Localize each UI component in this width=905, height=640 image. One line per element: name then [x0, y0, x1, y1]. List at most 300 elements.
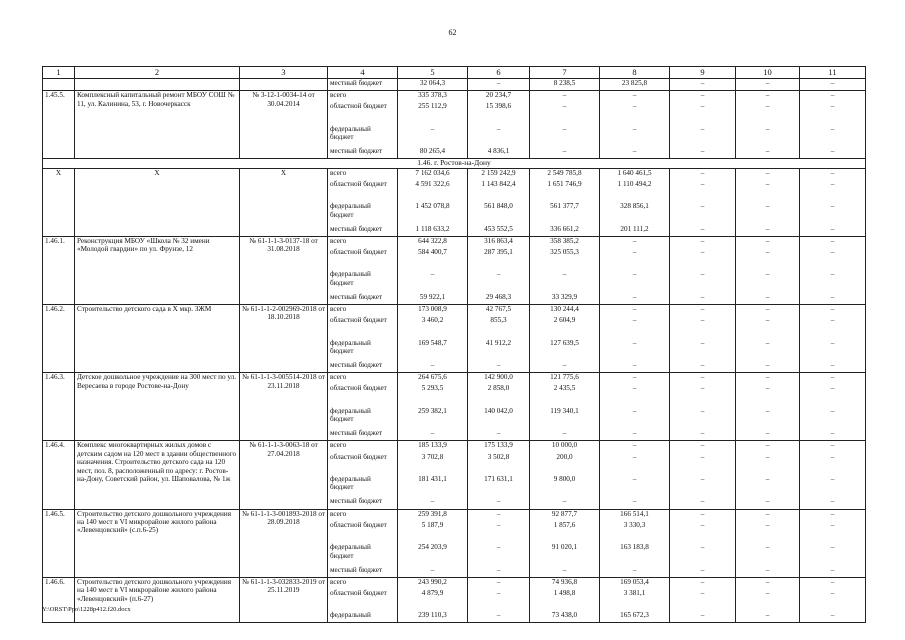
amount-value: 121 775,6 — [550, 373, 579, 382]
amount-value: 181 431,1 — [418, 474, 447, 483]
amount-value: 92 877,7 — [551, 509, 578, 518]
amount-value: – — [632, 270, 637, 279]
amount-value: 23 825,8 — [621, 79, 648, 87]
amount-cell — [530, 168, 600, 236]
amount-value: 358 385,2 — [550, 236, 579, 245]
funding-source: местный бюджет — [330, 429, 383, 438]
funding-source: федеральный бюджет — [330, 270, 371, 287]
amount-cell — [530, 305, 600, 373]
amount-value: – — [765, 588, 770, 597]
amount-cell — [468, 509, 530, 577]
amount-value: 1 857,6 — [553, 520, 576, 529]
document-number — [240, 79, 328, 91]
column-number: 7 — [530, 67, 600, 79]
amount-value: 142 900,0 — [484, 373, 513, 382]
amount-cell — [600, 236, 670, 304]
item-number: Х — [43, 168, 75, 236]
item-number: 1.46.6. — [43, 577, 75, 623]
amount-cell — [468, 373, 530, 441]
amount-value: – — [562, 91, 567, 100]
amount-value: 2 604,9 — [553, 316, 576, 325]
amount-value: – — [430, 361, 435, 370]
funding-source: всего — [330, 91, 347, 100]
object-name: Комплекс многоквартирных жилых домов с детским садом на 120 мест в здании общественного назначения. Строительство детского сада на 120 мест, поз. 8, расположенный по адресу: г. Ростов-на-Дону, Советский район, ул. Шаповалова, № 1ж — [75, 441, 240, 509]
amount-value: 20 234,7 — [485, 91, 512, 100]
amount-value: 453 552,5 — [484, 224, 513, 233]
funding-source: местный бюджет — [330, 565, 383, 574]
amount-value: 2 549 785,8 — [547, 168, 582, 177]
funding-source-cell — [328, 79, 398, 91]
amount-value: 1 118 633,2 — [415, 224, 450, 233]
document-number: № 61-1-1-2-002969-2018 от 18.10.2018 — [240, 305, 328, 373]
document-number: № 61-1-1-3-032833-2019 от 25.11.2019 — [240, 577, 328, 623]
amount-value: – — [700, 147, 705, 156]
amount-value: – — [632, 124, 637, 133]
amount-value: – — [632, 429, 637, 438]
amount-value: – — [496, 577, 501, 586]
amount-value: – — [430, 429, 435, 438]
amount-value: 287 395,1 — [484, 248, 513, 257]
amount-value: 316 863,4 — [484, 236, 513, 245]
funding-source-cell — [328, 168, 398, 236]
funding-source: федеральный бюджет — [330, 338, 371, 356]
amount-value: – — [700, 316, 705, 325]
amount-value: – — [700, 429, 705, 438]
amount-value: – — [496, 361, 501, 370]
amount-value: – — [765, 497, 770, 506]
object-name: Строительство детского сада в Х мкр. ЗЖМ — [75, 305, 240, 373]
item-number — [43, 79, 75, 91]
amount-value: – — [496, 611, 501, 620]
table-row — [43, 91, 866, 159]
amount-cell — [800, 79, 866, 91]
funding-source: всего — [330, 509, 347, 518]
amount-cell — [468, 168, 530, 236]
funding-source: местный бюджет — [330, 147, 383, 156]
amount-cell — [398, 373, 468, 441]
amount-value: – — [496, 497, 501, 506]
amount-value: – — [632, 565, 637, 574]
amount-value: 59 922,1 — [419, 292, 446, 301]
funding-source: местный бюджет — [330, 497, 383, 506]
amount-value: – — [830, 577, 835, 586]
amount-value: – — [700, 611, 705, 620]
amount-value: – — [830, 474, 835, 483]
amount-value: – — [765, 305, 770, 314]
funding-source: федеральный бюджет — [330, 202, 371, 219]
amount-value: – — [765, 543, 770, 552]
amount-value: – — [496, 79, 501, 87]
amount-value: 4 836,1 — [487, 147, 510, 156]
amount-cell — [398, 91, 468, 159]
amount-value: – — [430, 270, 435, 279]
amount-value: – — [830, 452, 835, 461]
amount-cell — [600, 91, 670, 159]
amount-value: – — [430, 497, 435, 506]
amount-value: 243 990,2 — [418, 577, 447, 586]
amount-value: 325 055,3 — [550, 248, 579, 257]
amount-value: – — [765, 520, 770, 529]
amount-value: – — [700, 102, 705, 111]
funding-source-cell — [328, 441, 398, 509]
amount-value: – — [765, 248, 770, 257]
amount-value: 185 133,9 — [418, 441, 447, 450]
amount-value: – — [765, 202, 770, 211]
amount-cell — [736, 509, 800, 577]
funding-source: местный бюджет — [330, 292, 383, 301]
amount-value: 855,3 — [490, 316, 507, 325]
funding-source-cell — [328, 509, 398, 577]
amount-value: – — [830, 565, 835, 574]
amount-value: 175 133,9 — [484, 441, 513, 450]
amount-cell — [800, 373, 866, 441]
amount-value: – — [632, 406, 637, 415]
amount-value: – — [830, 179, 835, 188]
amount-value: – — [765, 179, 770, 188]
amount-cell — [736, 79, 800, 91]
amount-value: 165 672,3 — [620, 611, 649, 620]
amount-value: – — [765, 316, 770, 325]
amount-cell — [600, 577, 670, 623]
amount-value: – — [496, 520, 501, 529]
amount-cell — [670, 79, 736, 91]
amount-value: – — [562, 429, 567, 438]
amount-value: – — [830, 168, 835, 177]
amount-value: 9 800,0 — [553, 474, 576, 483]
amount-cell — [670, 577, 736, 623]
amount-value: – — [830, 509, 835, 518]
amount-value: – — [765, 441, 770, 450]
amount-value: – — [830, 373, 835, 382]
table-row — [43, 441, 866, 509]
amount-value: 3 460,2 — [421, 316, 444, 325]
amount-cell — [530, 79, 600, 91]
column-number: 10 — [736, 67, 800, 79]
amount-value: – — [700, 577, 705, 586]
amount-value: – — [765, 91, 770, 100]
object-name: Строительство детского дошкольного учреждения на 140 мест в VI микрорайоне жилого района «Левенцовский» (п.6-27) — [75, 577, 240, 623]
amount-value: 5 187,9 — [421, 520, 444, 529]
amount-value: – — [830, 248, 835, 257]
amount-cell — [530, 441, 600, 509]
amount-value: 29 468,3 — [485, 292, 512, 301]
funding-source: местный бюджет — [330, 361, 383, 370]
section-title: 1.46. г. Ростов-на-Дону — [43, 159, 866, 168]
amount-value: – — [700, 305, 705, 314]
amount-value: – — [700, 361, 705, 370]
amount-value: – — [830, 270, 835, 279]
amount-cell — [800, 305, 866, 373]
amount-value: 10 000,0 — [551, 441, 578, 450]
amount-value: – — [700, 373, 705, 382]
table-row — [43, 305, 866, 373]
funding-source: областной бюджет — [330, 588, 387, 597]
amount-value: 255 112,9 — [418, 102, 447, 111]
amount-value: – — [765, 373, 770, 382]
amount-value: 119 340,1 — [550, 406, 579, 415]
amount-cell — [736, 577, 800, 623]
object-name: Детское дошкольное учреждение на 300 мест по ул. Вересаева в городе Ростове-на-Дону — [75, 373, 240, 441]
amount-value: 166 514,1 — [620, 509, 649, 518]
amount-value: – — [496, 429, 501, 438]
amount-value: 1 452 078,8 — [415, 202, 450, 211]
funding-source: местный бюджет — [330, 79, 383, 87]
amount-value: – — [830, 497, 835, 506]
amount-value: 644 322,8 — [418, 236, 447, 245]
amount-value: – — [830, 543, 835, 552]
amount-value: 2 858,0 — [487, 384, 510, 393]
amount-value: 130 244,4 — [550, 305, 579, 314]
amount-value: – — [765, 429, 770, 438]
amount-value: – — [632, 361, 637, 370]
amount-value: – — [830, 429, 835, 438]
amount-cell — [736, 373, 800, 441]
amount-value: – — [632, 497, 637, 506]
amount-value: 1 640 461,5 — [617, 168, 652, 177]
funding-source: всего — [330, 373, 347, 382]
funding-source: местный бюджет — [330, 224, 383, 233]
amount-value: 200,0 — [556, 452, 573, 461]
funding-source: федеральный бюджет — [330, 474, 371, 492]
amount-cell — [736, 236, 800, 304]
table-row — [43, 509, 866, 577]
funding-source: областной бюджет — [330, 248, 387, 257]
amount-value: 561 848,0 — [484, 202, 513, 211]
amount-value: – — [496, 565, 501, 574]
amount-cell — [398, 168, 468, 236]
file-path: Y:\ORST\Ppo\1228p412.f20.docx — [42, 606, 131, 613]
column-number: 4 — [328, 67, 398, 79]
amount-value: – — [765, 474, 770, 483]
amount-value: – — [830, 316, 835, 325]
table-row — [43, 373, 866, 441]
amount-value: – — [830, 338, 835, 347]
amount-value: – — [632, 452, 637, 461]
amount-value: 73 438,0 — [551, 611, 578, 620]
amount-value: – — [496, 509, 501, 518]
funding-source: всего — [330, 441, 347, 450]
funding-source-cell — [328, 373, 398, 441]
amount-cell — [670, 509, 736, 577]
amount-value: – — [700, 441, 705, 450]
amount-value: 3 502,8 — [487, 452, 510, 461]
amount-value: – — [632, 338, 637, 347]
amount-value: 41 912,2 — [485, 338, 512, 347]
amount-value: – — [765, 147, 770, 156]
document-number: № 61-1-1-3-005514-2018 от 23.11.2018 — [240, 373, 328, 441]
amount-value: – — [700, 179, 705, 188]
amount-value: – — [765, 361, 770, 370]
funding-source: всего — [330, 577, 347, 586]
item-number: 1.46.2. — [43, 305, 75, 373]
amount-value: 2 159 242,9 — [481, 168, 516, 177]
amount-value: – — [700, 509, 705, 518]
amount-value: 5 293,5 — [421, 384, 444, 393]
amount-value: – — [562, 565, 567, 574]
amount-value: – — [765, 509, 770, 518]
funding-source: всего — [330, 305, 347, 314]
amount-value: – — [700, 497, 705, 506]
amount-value: – — [765, 79, 770, 87]
column-number: 6 — [468, 67, 530, 79]
amount-cell — [670, 236, 736, 304]
amount-value: – — [430, 565, 435, 574]
funding-source: федеральный бюджет — [330, 124, 371, 142]
amount-value: – — [765, 406, 770, 415]
amount-value: 15 398,6 — [485, 102, 512, 111]
amount-value: 74 936,8 — [551, 577, 578, 586]
amount-value: – — [830, 202, 835, 211]
amount-value: – — [632, 147, 637, 156]
amount-value: – — [830, 91, 835, 100]
amount-value: – — [830, 79, 835, 87]
amount-value: – — [830, 441, 835, 450]
funding-source: всего — [330, 236, 347, 245]
amount-value: – — [765, 292, 770, 301]
amount-value: 561 377,7 — [550, 202, 579, 211]
item-number: 1.46.5. — [43, 509, 75, 577]
amount-value: – — [700, 202, 705, 211]
amount-value: – — [830, 384, 835, 393]
amount-cell — [800, 441, 866, 509]
amount-value: – — [700, 292, 705, 301]
funding-source: областной бюджет — [330, 102, 387, 111]
item-number: 1.46.3. — [43, 373, 75, 441]
amount-cell — [800, 577, 866, 623]
amount-value: 4 879,9 — [421, 588, 444, 597]
amount-cell — [736, 305, 800, 373]
amount-value: 336 661,2 — [550, 224, 579, 233]
amount-value: – — [632, 384, 637, 393]
amount-value: – — [830, 124, 835, 133]
column-number: 9 — [670, 67, 736, 79]
document-number: № 61-1-1-3-0137-18 от 31.08.2018 — [240, 236, 328, 304]
funding-source: областной бюджет — [330, 384, 387, 393]
object-name: Строительство детского дошкольного учреждения на 140 мест в VI микрорайоне жилого района «Левенцовский» (с.п.6-25) — [75, 509, 240, 577]
amount-value: – — [765, 224, 770, 233]
amount-value: 169 548,7 — [418, 338, 447, 347]
amount-cell — [670, 168, 736, 236]
amount-value: – — [765, 611, 770, 620]
amount-value: – — [632, 441, 637, 450]
amount-value: – — [765, 168, 770, 177]
amount-value: 7 162 034,6 — [415, 168, 450, 177]
amount-cell — [468, 305, 530, 373]
amount-cell — [600, 305, 670, 373]
object-name: Комплексный капитальный ремонт МБОУ СОШ № 11, ул. Калинина, 53, г. Новочеркасск — [75, 91, 240, 159]
amount-cell — [468, 441, 530, 509]
amount-value: – — [700, 474, 705, 483]
amount-cell — [398, 509, 468, 577]
column-number-row — [43, 67, 866, 79]
amount-value: 42 767,5 — [485, 305, 512, 314]
amount-value: 254 203,9 — [418, 543, 447, 552]
amount-value: – — [830, 611, 835, 620]
amount-value: – — [830, 305, 835, 314]
amount-value: – — [700, 236, 705, 245]
amount-cell — [800, 91, 866, 159]
amount-value: – — [700, 543, 705, 552]
amount-value: 169 053,4 — [620, 577, 649, 586]
amount-cell — [468, 91, 530, 159]
amount-cell — [600, 373, 670, 441]
amount-value: – — [765, 338, 770, 347]
amount-value: – — [632, 316, 637, 325]
amount-value: 239 110,3 — [418, 611, 447, 620]
funding-source: всего — [330, 168, 347, 177]
amount-cell — [398, 236, 468, 304]
amount-cell — [530, 236, 600, 304]
amount-value: – — [700, 520, 705, 529]
funding-source-cell — [328, 91, 398, 159]
document-number: № 61-1-1-3-0063-18 от 27.04.2018 — [240, 441, 328, 509]
funding-source: федеральный бюджет — [330, 406, 371, 424]
amount-cell — [670, 305, 736, 373]
amount-value: – — [562, 497, 567, 506]
amount-value: – — [700, 79, 705, 87]
amount-value: – — [562, 147, 567, 156]
amount-cell — [468, 79, 530, 91]
amount-cell — [800, 236, 866, 304]
amount-value: – — [496, 588, 501, 597]
amount-value: – — [700, 270, 705, 279]
column-number: 8 — [600, 67, 670, 79]
amount-value: 584 400,7 — [418, 248, 447, 257]
amount-value: – — [562, 102, 567, 111]
amount-cell — [530, 373, 600, 441]
amount-cell — [670, 373, 736, 441]
amount-value: – — [496, 270, 501, 279]
column-number: 11 — [800, 67, 866, 79]
amount-value: 171 631,1 — [484, 474, 513, 483]
funding-source: областной бюджет — [330, 316, 387, 325]
amount-value: 140 042,0 — [484, 406, 513, 415]
section-row — [43, 159, 866, 168]
amount-value: – — [700, 168, 705, 177]
funding-source: областной бюджет — [330, 179, 387, 188]
amount-value: – — [496, 124, 501, 133]
amount-value: – — [700, 224, 705, 233]
amount-value: – — [496, 543, 501, 552]
document-number: № 3-12-1-0034-14 от 30.04.2014 — [240, 91, 328, 159]
amount-value: – — [700, 565, 705, 574]
amount-cell — [398, 79, 468, 91]
amount-value: – — [632, 292, 637, 301]
amount-value: 2 435,5 — [553, 384, 576, 393]
column-number: 2 — [75, 67, 240, 79]
amount-value: 201 111,2 — [620, 224, 649, 233]
amount-cell — [600, 79, 670, 91]
amount-cell — [736, 168, 800, 236]
amount-cell — [670, 441, 736, 509]
item-number: 1.45.5. — [43, 91, 75, 159]
amount-cell — [468, 236, 530, 304]
object-name: Реконструкция МБОУ «Школа № 32 имени «Молодой гвардии» по ул. Фрунзе, 12 — [75, 236, 240, 304]
item-number: 1.46.4. — [43, 441, 75, 509]
amount-value: 127 639,5 — [550, 338, 579, 347]
column-number: 1 — [43, 67, 75, 79]
amount-value: – — [765, 270, 770, 279]
table-row — [43, 79, 866, 91]
amount-value: – — [765, 577, 770, 586]
amount-cell — [398, 305, 468, 373]
amount-value: – — [700, 588, 705, 597]
funding-source-cell — [328, 305, 398, 373]
amount-cell — [600, 168, 670, 236]
amount-cell — [600, 509, 670, 577]
amount-cell — [670, 91, 736, 159]
object-name: Х — [75, 168, 240, 236]
